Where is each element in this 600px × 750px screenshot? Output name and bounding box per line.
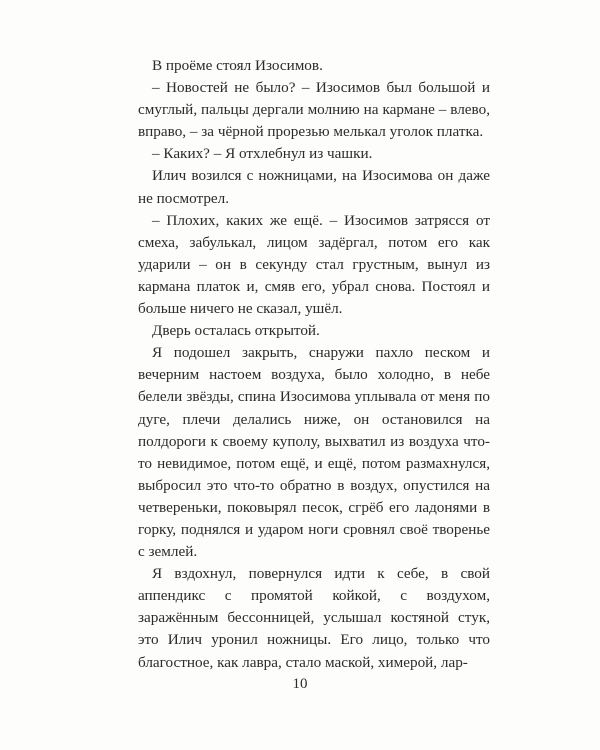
paragraph-5: – Плохих, каких же ещё. – Изосимов затрясся от смеха, забулькал, лицом задёргал, потом его как ударили – он в секунду стал грустным, вынул из кармана платок и, смяв его, убрал снова. Постоял и больше ничего не сказал, ушёл. [138,211,490,318]
paragraph-3: – Каких? – Я отхлебнул из чашки. [152,145,373,163]
paragraph-7: Я подошел закрыть, снаружи пахло песком и вечерним настоем воздуха, было холодно, в небе белели звёзды, спина Изосимова уплывала от меня по дуге, плечи делались ниже, он остановился на полдороги к своему куполу, выхватил из воздуха что-то невидимое, потом ещё, и ещё, потом размахнулся, выбросил это что-то обратно в воздух, опустился на четвереньки, поковырял песок, сгрёб его ладонями в горку, поднялся и ударом ноги сровнял своё творенье с землей. [138,344,490,561]
paragraph-4: Илич возился с ножницами, на Изосимова он даже не посмотрел. [138,167,490,207]
paragraph-1: В проёме стоял Изосимов. [152,57,323,74]
body-text [138,55,490,674]
paragraph-2: – Новостей не было? – Изосимов был большой и смуглый, пальцы дергали молнию на кармане – влево, вправо, – за чёрной прорезью мелькал уголок платка. [138,79,490,141]
page-number: 10 [292,676,308,692]
paragraph-8: Я вздохнул, повернулся идти к себе, в свой аппендикс с промятой койкой, с воздухом, заражённым бессонницей, услышал костяной стук, это Илич уронил ножницы. Его лицо, только что благостное, как лавра, стало маской, химерой, лар- [138,565,490,671]
paragraph-6: Дверь осталась открытой. [152,322,320,340]
